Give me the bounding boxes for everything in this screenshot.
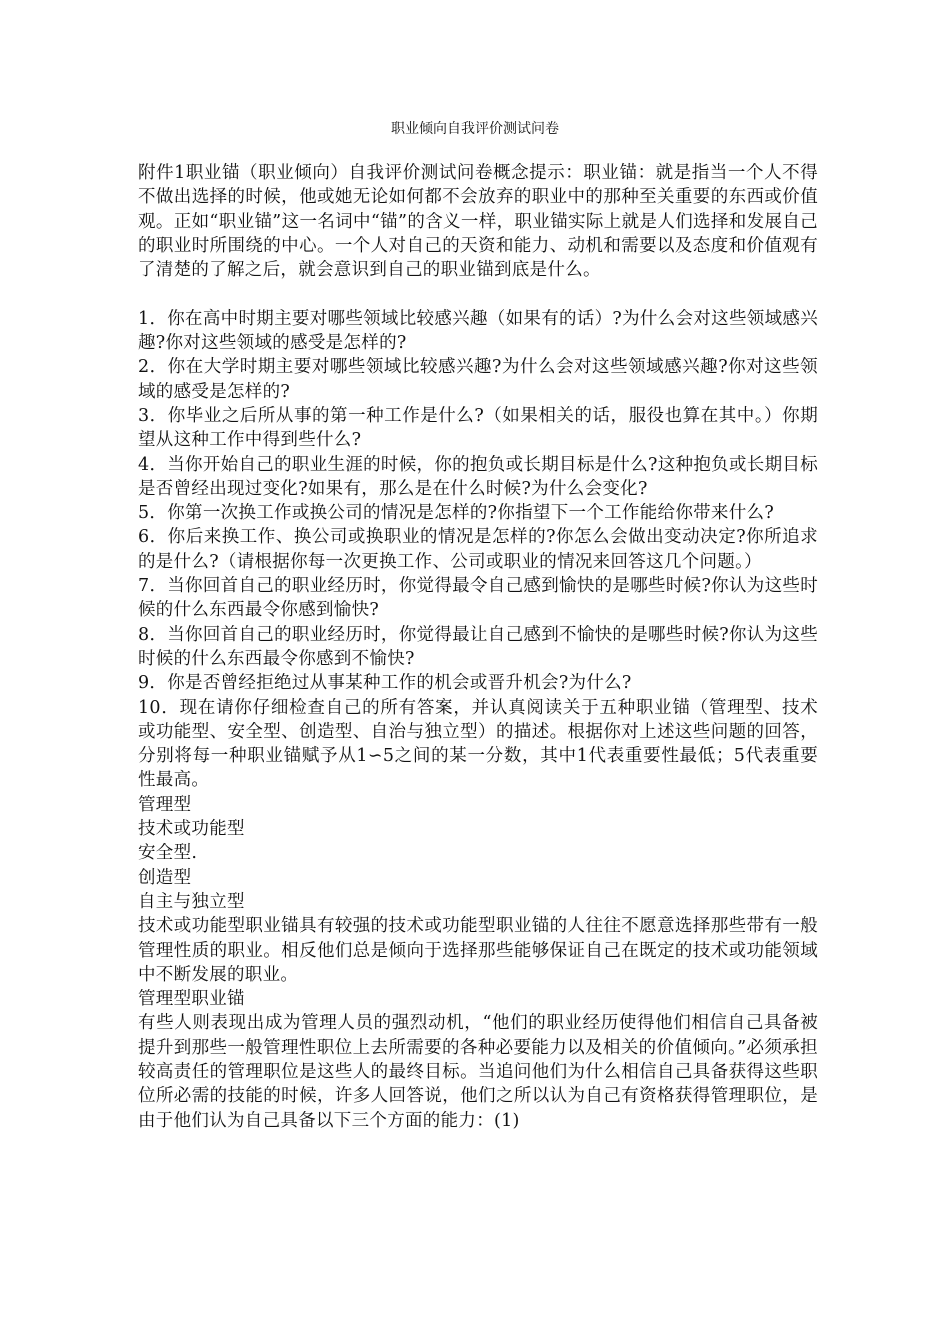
anchor-type-technical: 技术或功能型 bbox=[138, 819, 245, 840]
question-4: 4．当你开始自己的职业生涯的时候，你的抱负或长期目标是什么?这种抱负或长期目标是否曾经出现过变化?如果有，那么是在什么时候?为什么会变化? bbox=[138, 454, 818, 499]
question-9: 9．你是否曾经拒绝过从事某种工作的机会或晋升机会?为什么? bbox=[138, 673, 632, 694]
question-1: 1．你在高中时期主要对哪些领域比较感兴趣（如果有的话）?为什么会对这些领域感兴趣?你对这些领域的感受是怎样的? bbox=[138, 308, 818, 354]
question-8: 8．当你回首自己的职业经历时，你觉得最让自己感到不愉快的是哪些时候?你认为这些时候的什么东西最令你感到不愉快? bbox=[138, 624, 818, 669]
anchor-type-management: 管理型 bbox=[138, 794, 192, 815]
question-6: 6．你后来换工作、换公司或换职业的情况是怎样的?你怎么会做出变动决定?你所追求的是什么?（请根据你每一次更换工作、公司或职业的情况来回答这几个问题。） bbox=[138, 527, 818, 572]
anchor-type-security: 安全型. bbox=[138, 843, 198, 864]
question-2: 2．你在大学时期主要对哪些领域比较感兴趣?为什么会对这些领域感兴趣?你对这些领域的感受是怎样的? bbox=[138, 357, 818, 402]
question-7: 7．当你回首自己的职业经历时，你觉得最令自己感到愉快的是哪些时候?你认为这些时候的什么东西最令你感到愉快? bbox=[138, 576, 818, 621]
question-5: 5．你第一次换工作或换公司的情况是怎样的?你指望下一个工作能给你带来什么? bbox=[138, 503, 774, 524]
anchor-type-autonomy: 自主与独立型 bbox=[138, 891, 245, 912]
management-anchor-heading: 管理型职业锚 bbox=[138, 989, 245, 1010]
document-title: 职业倾向自我评价测试问卷 bbox=[391, 121, 559, 137]
intro-paragraph: 附件1职业锚（职业倾向）自我评价测试问卷概念提示：职业锚：就是指当一个人不得不做出选择的时候，他或她无论如何都不会放弃的职业中的那种至关重要的东西或价值观。正如“职业锚”这一名词中“锚”的含义一样，职业锚实际上就是人们选择和发展自己的职业时所围绕的中心。一个人对自己的天资和能力、动机和需要以及态度和价值观有了清楚的了解之后，就会意识到自己的职业锚到底是什么。 bbox=[138, 163, 818, 281]
question-10: 10．现在请你仔细检查自己的所有答案，并认真阅读关于五种职业锚（管理型、技术或功能型、安全型、创造型、自治与独立型）的描述。根据你对上述这些问题的回答，分别将每一种职业锚赋予从1∽5之间的某一分数，其中1代表重要性最低；5代表重要性最高。 bbox=[138, 697, 818, 791]
technical-anchor-description: 技术或功能型职业锚具有较强的技术或功能型职业锚的人往往不愿意选择那些带有一般管理性质的职业。相反他们总是倾向于选择那些能够保证自己在既定的技术或功能领域中不断发展的职业。 bbox=[138, 916, 818, 985]
document-body bbox=[138, 161, 818, 1133]
paragraph-gap bbox=[138, 282, 818, 306]
management-anchor-description: 有些人则表现出成为管理人员的强烈动机，“他们的职业经历使得他们相信自己具备被提升到那些一般管理性职位上去所需要的各种必要能力以及相关的价值倾向。”必须承担较高责任的管理职位是这些人的最终目标。当追问他们为什么相信自己具备获得这些职位所必需的技能的时候，许多人回答说，他们之所以认为自己有资格获得管理职位，是由于他们认为自己具备以下三个方面的能力：(1) bbox=[138, 1013, 818, 1131]
anchor-type-creative: 创造型 bbox=[138, 867, 192, 888]
question-3: 3．你毕业之后所从事的第一种工作是什么?（如果相关的话，服役也算在其中。）你期望从这种工作中得到些什么? bbox=[138, 405, 818, 451]
